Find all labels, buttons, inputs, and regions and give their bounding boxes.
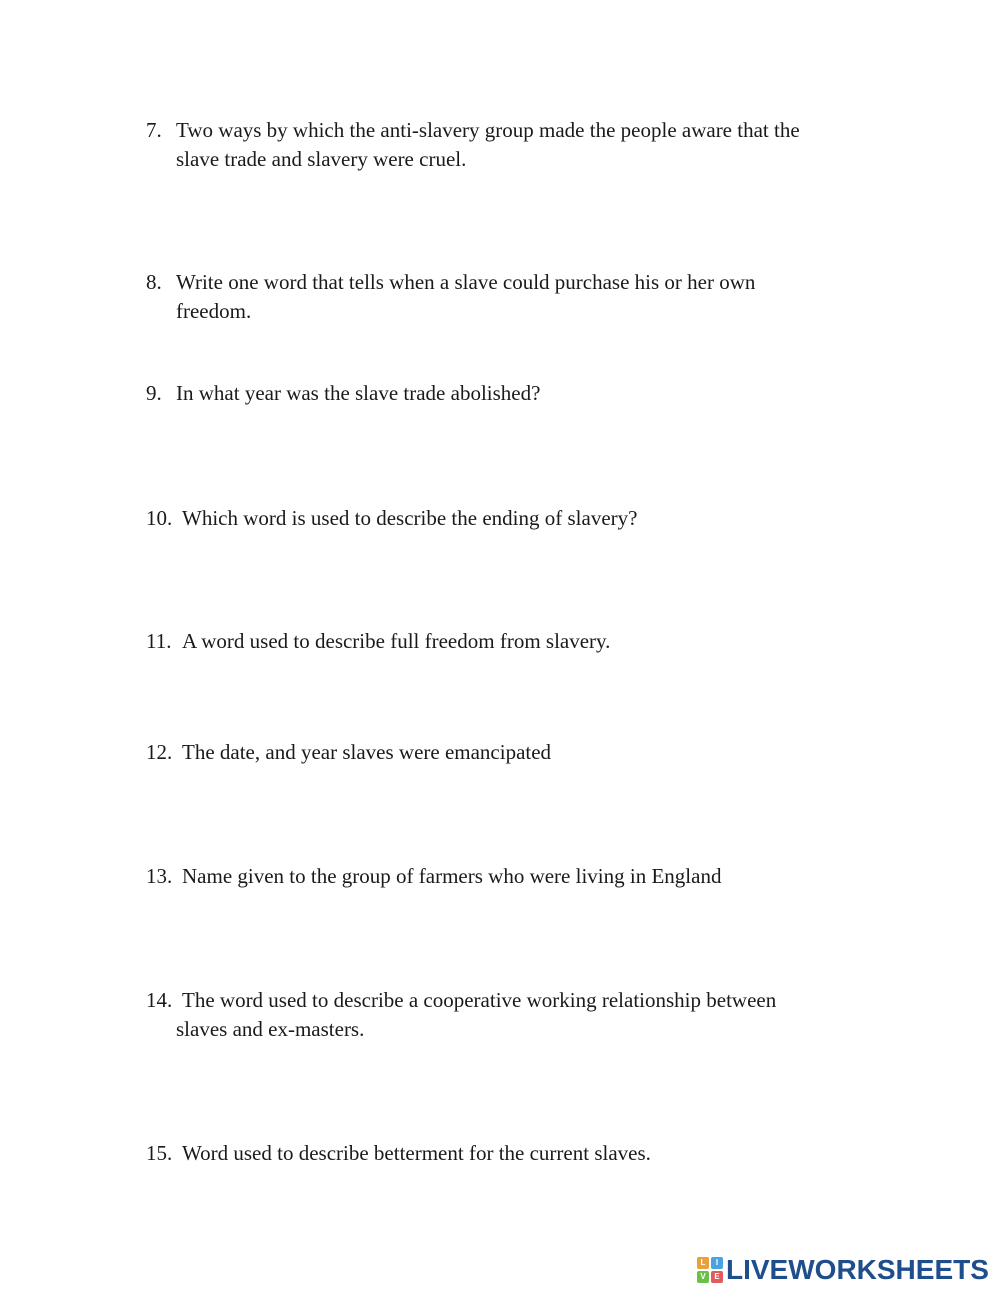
logo-mark-letter: L: [697, 1257, 709, 1269]
question-number: 15.: [146, 1141, 173, 1165]
question-text: Name given to the group of farmers who were living in England: [182, 864, 722, 888]
question-number: 13.: [146, 864, 173, 888]
question-text: Two ways by which the anti-slavery group made the people aware that the: [176, 118, 800, 142]
question-10: [146, 504, 866, 533]
question-13: [146, 862, 866, 891]
logo-mark-letter: I: [711, 1257, 723, 1269]
question-9: [146, 379, 866, 408]
question-14-line-2: slaves and ex-masters.: [176, 1017, 365, 1041]
question-12: [146, 738, 866, 767]
question-text: The date, and year slaves were emancipated: [182, 740, 552, 764]
question-8: [146, 268, 866, 326]
question-number: 12.: [146, 740, 173, 764]
question-number: 14.: [146, 988, 173, 1012]
question-10-line-1: [146, 504, 866, 533]
question-15-line-1: [146, 1139, 866, 1168]
question-8-line-1: [146, 268, 866, 297]
liveworksheets-mark-icon: [697, 1257, 723, 1283]
question-text: Write one word that tells when a slave could purchase his or her own: [176, 270, 756, 294]
question-9-line-1: [146, 379, 866, 408]
question-7-line-1: [146, 116, 866, 145]
question-7: [146, 116, 866, 174]
question-text: The word used to describe a cooperative working relationship between: [182, 988, 777, 1012]
question-11-line-1: [146, 627, 866, 656]
question-8-line-2: freedom.: [176, 299, 252, 323]
brand-name: LIVEWORKSHEETS: [726, 1254, 989, 1285]
question-number: 9.: [146, 381, 162, 405]
question-number: 8.: [146, 270, 162, 294]
question-number: 11.: [146, 629, 172, 653]
question-text: Which word is used to describe the ending of slavery?: [182, 506, 638, 530]
question-text: Word used to describe betterment for the current slaves.: [182, 1141, 651, 1165]
question-14: [146, 986, 866, 1044]
question-number: 7.: [146, 118, 162, 142]
question-11: [146, 627, 866, 656]
question-13-line-1: [146, 862, 866, 891]
question-text: A word used to describe full freedom from slavery.: [182, 629, 611, 653]
question-15: [146, 1139, 866, 1168]
question-7-line-2: slave trade and slavery were cruel.: [176, 147, 467, 171]
question-number: 10.: [146, 506, 173, 530]
liveworksheets-logo[interactable]: [697, 1254, 989, 1286]
question-14-line-1: [146, 986, 866, 1015]
logo-mark-letter: E: [711, 1271, 723, 1283]
question-12-line-1: [146, 738, 866, 767]
question-text: In what year was the slave trade abolished?: [176, 381, 541, 405]
logo-mark-letter: V: [697, 1271, 709, 1283]
